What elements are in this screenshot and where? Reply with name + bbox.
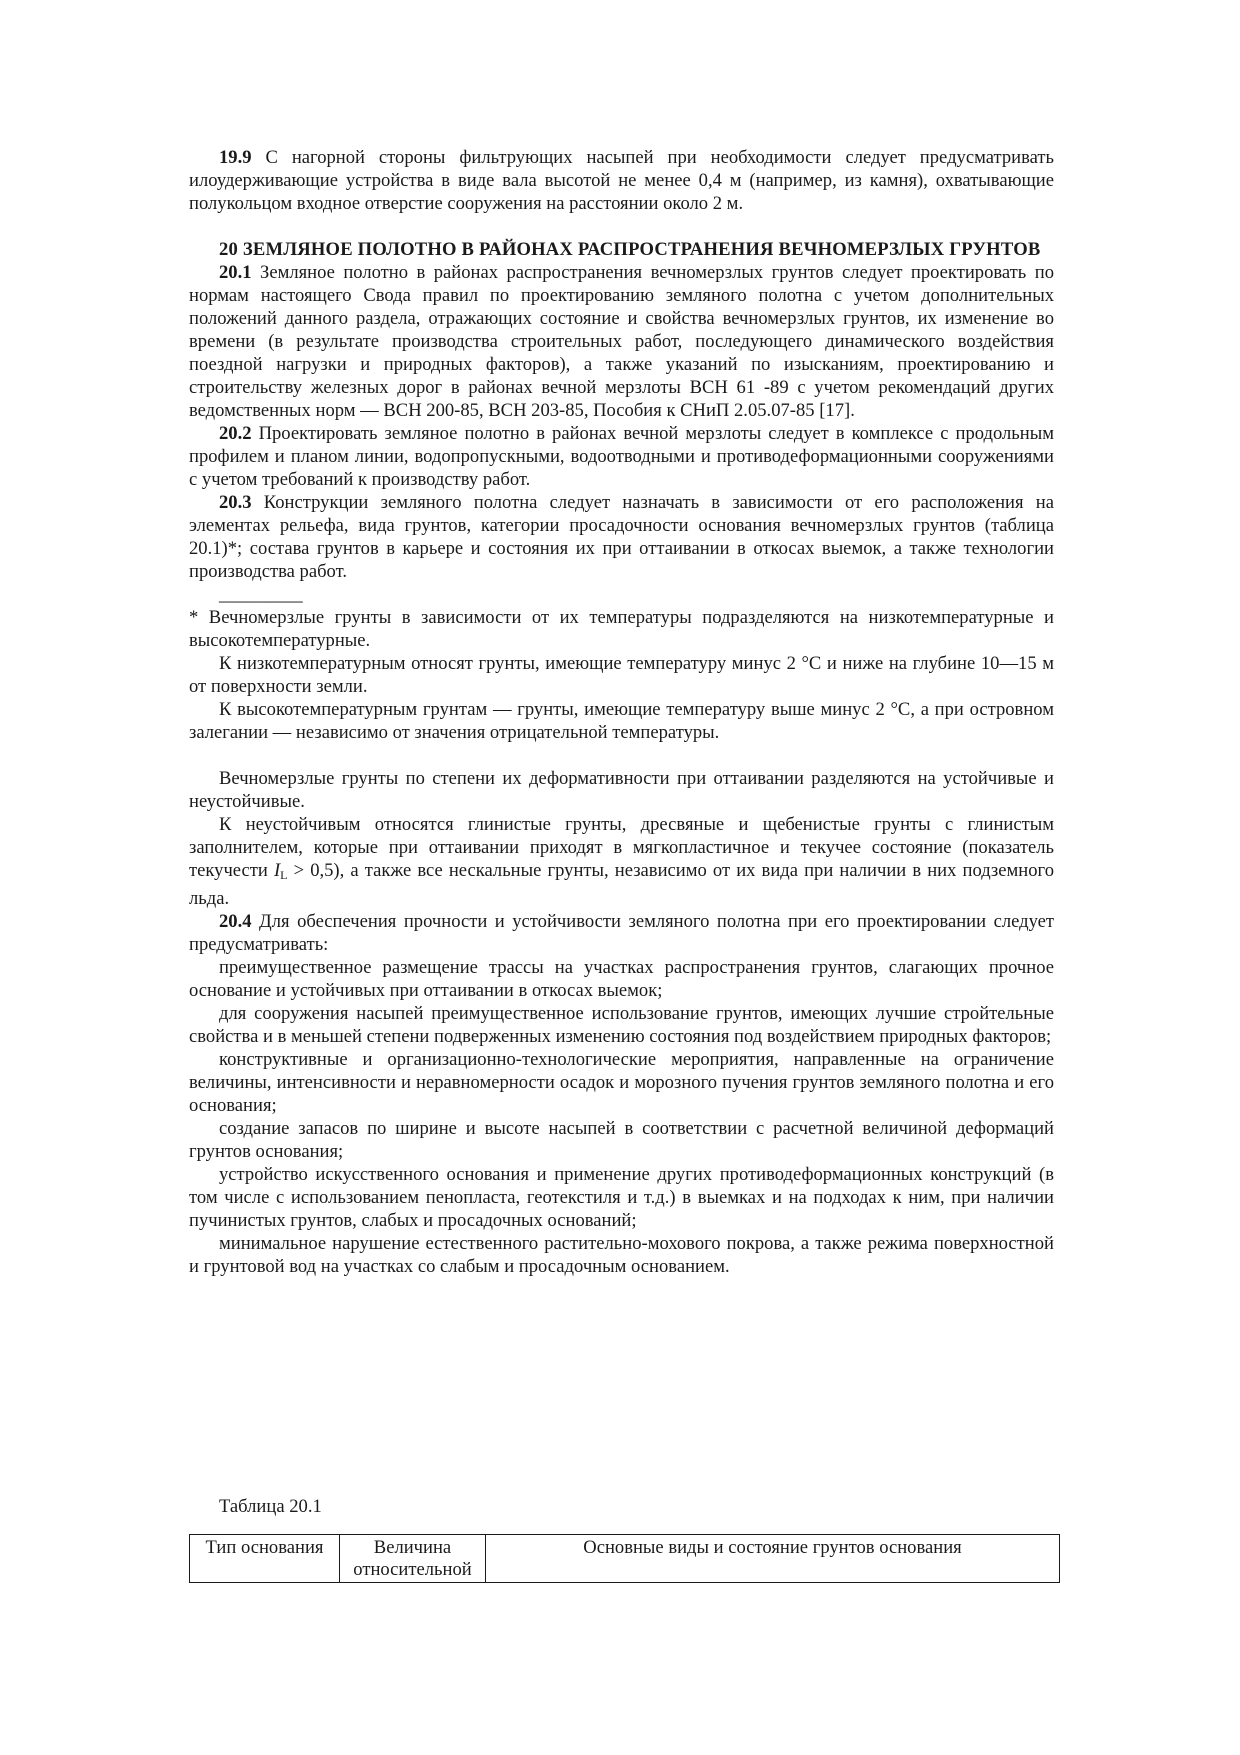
list-item: для сооружения насыпей преимущественное использование грунтов, имеющих лучшие стройтельные свойства и в меньшей степени подверженных изменению состояния под воздействием природных факторов; <box>189 1003 1054 1047</box>
document-page <box>189 146 1054 1278</box>
paragraph-text: Земляное полотно в районах распространения вечномерзлых грунтов следует проектировать по нормам настоящего Свода правил по проектированию земляного полотна с учетом дополнительных положений данного раздела, отражающих состояние и свойства вечномерзлых грунтов, их изменение во времени (в результате производства строительных работ, последующего динамического воздействия поездной нагрузки и природных факторов), а также указаний по изысканиям, проектированию и строительству железных дорог в районах вечной мерзлоты ВСН 61 -89 с учетом рекомендаций других ведомственных норм — ВСН 200-85, ВСН 203-85, Пособия к СНиП 2.05.07-85 [17]. <box>189 262 1054 421</box>
clause-number: 20.1 <box>219 262 252 283</box>
header-cell-soil-types: Основные виды и состояние грунтов основания <box>486 1535 1060 1583</box>
spacer <box>189 215 1054 238</box>
paragraph-unstable-soils <box>189 813 1054 910</box>
paragraph-deformability: Вечномерзлые грунты по степени их деформативности при оттаивании разделяются на устойчивые и неустойчивые. <box>189 768 1054 812</box>
list-item: устройство искусственного основания и применение других противодеформационных конструкций (в том числе с использованием пенопласта, геотекстиля и т.д.) в выемках и на подходах к ним, при наличии пучинистых грунтов, слабых и просадочных оснований; <box>189 1164 1054 1231</box>
paragraph-20-3 <box>189 491 1054 583</box>
paragraph-19-9 <box>189 146 1054 215</box>
header-cell-base-type: Тип основания <box>190 1535 340 1583</box>
paragraph-text: К неустойчивым относятся глинистые грунты, дресвяные и щебенистые грунты с глинистым заполнителем, которые при оттаивании приходят в мягкопластичное и текучее состояние (показатель текучести <box>189 814 1054 881</box>
spacer <box>189 744 1054 767</box>
header-cell-relative-value: Величина относительной <box>340 1535 486 1583</box>
list-item: создание запасов по ширине и высоте насыпей в соответствии с расчетной величиной деформаций грунтов основания; <box>189 1118 1054 1162</box>
footnote-1: * Вечномерзлые грунты в зависимости от их температуры подразделяются на низкотемпературные и высокотемпературные. <box>189 607 1054 651</box>
section-heading: 20 ЗЕМЛЯНОЕ ПОЛОТНО В РАЙОНАХ РАСПРОСТРАНЕНИЯ ВЕЧНОМЕРЗЛЫХ ГРУНТОВ <box>219 239 1041 260</box>
table-20-1 <box>189 1534 1060 1583</box>
table-caption: Таблица 20.1 <box>219 1496 322 1517</box>
paragraph-text: Конструкции земляного полотна следует назначать в зависимости от его расположения на элементах рельефа, вида грунтов, категории просадочности основания вечномерзлых грунтов (таблица 20.1)*; состава грунтов в карьере и состояния их при оттаивании в откосах выемок, а также технологии производства работ. <box>189 492 1054 582</box>
paragraph-20-2 <box>189 422 1054 491</box>
list-item: конструктивные и организационно-технологические мероприятия, направленные на ограничение величины, интенсивности и неравномерности осадок и морозного пучения грунтов земляного полотна и его основания; <box>189 1049 1054 1116</box>
list-item: минимальное нарушение естественного растительно-мохового покрова, а также режима поверхностной и грунтовой вод на участках со слабым и просадочным основанием. <box>189 1233 1054 1277</box>
footnote-3: К высокотемпературным грунтам — грунты, имеющие температуру выше минус 2 °С, а при островном залегании — независимо от значения отрицательной температуры. <box>189 699 1054 743</box>
paragraph-text: Для обеспечения прочности и устойчивости земляного полотна при его проектировании следует предусматривать: <box>189 911 1054 955</box>
table-header-row <box>190 1535 1060 1583</box>
fluidity-index-subscript: L <box>280 868 288 882</box>
footnote-separator: _________ <box>219 584 303 605</box>
clause-number: 20.3 <box>219 492 252 513</box>
list-item: преимущественное размещение трассы на участках распространения грунтов, слагающих прочное основание и устойчивых при оттаивании в откосах выемок; <box>189 957 1054 1001</box>
paragraph-text: Проектировать земляное полотно в районах вечной мерзлоты следует в комплексе с продольным профилем и планом линии, водопропускными, водоотводными и противодеформационными сооружениями с учетом требований к производству работ. <box>189 423 1054 490</box>
paragraph-20-1 <box>189 261 1054 422</box>
footnote-2: К низкотемпературным относят грунты, имеющие температуру минус 2 °С и ниже на глубине 10—15 м от поверхности земли. <box>189 653 1054 697</box>
paragraph-text: > 0,5), а также все нескальные грунты, независимо от их вида при наличии в них подземного льда. <box>189 860 1054 909</box>
fluidity-index-symbol: I <box>273 860 281 881</box>
clause-number: 19.9 <box>219 147 252 168</box>
clause-number: 20.2 <box>219 423 252 444</box>
paragraph-text: С нагорной стороны фильтрующих насыпей при необходимости следует предусматривать илоудерживающие устройства в виде вала высотой не менее 0,4 м (например, из камня), охватывающие полукольцом входное отверстие сооружения на расстоянии около 2 м. <box>189 147 1054 214</box>
paragraph-20-4 <box>189 910 1054 956</box>
clause-number: 20.4 <box>219 911 252 932</box>
